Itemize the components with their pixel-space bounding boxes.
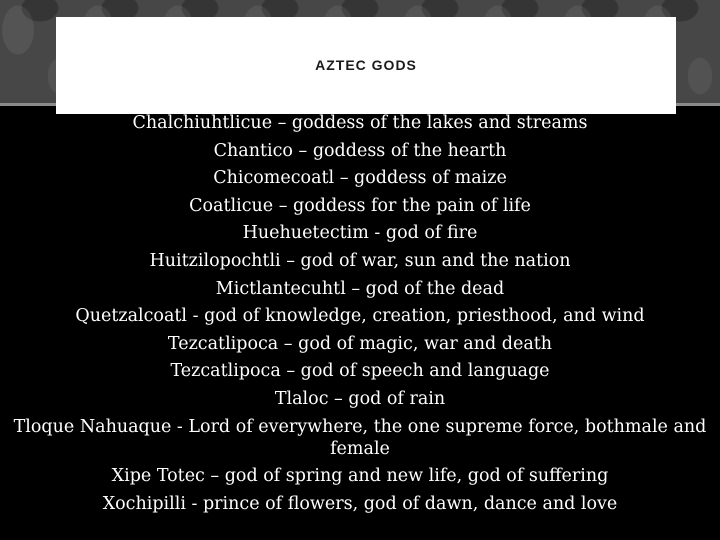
list-item: Quetzalcoatl - god of knowledge, creation, priesthood, and wind xyxy=(75,306,645,327)
list-item: Chicomecoatl – goddess of maize xyxy=(213,168,507,189)
list-item: Tloque Nahuaque - Lord of everywhere, the one supreme force, bothmale and female xyxy=(13,416,707,459)
list-item: Xipe Totec – god of spring and new life, god of suffering xyxy=(111,466,609,487)
list-item: Mictlantecuhtl – god of the dead xyxy=(215,278,505,299)
list-item: Tezcatlipoca – god of magic, war and death xyxy=(167,333,553,354)
list-item: Tezcatlipoca – god of speech and language xyxy=(170,361,550,382)
list-item: Huitzilopochtli – god of war, sun and the nation xyxy=(149,250,571,271)
list-item: Coatlicue – goddess for the pain of life xyxy=(189,195,531,216)
list-item: Tlaloc – god of rain xyxy=(274,388,446,409)
list-item: Chantico – goddess of the hearth xyxy=(213,140,507,161)
title-box xyxy=(56,17,676,114)
gods-list xyxy=(4,112,716,520)
list-item: Chalchiuhtlicue – goddess of the lakes and streams xyxy=(132,113,588,133)
list-item: Xochipilli - prince of flowers, god of dawn, dance and love xyxy=(102,493,618,514)
slide-title: AZTEC GODS xyxy=(315,57,417,73)
list-item: Huehuetectim - god of fire xyxy=(242,223,478,244)
